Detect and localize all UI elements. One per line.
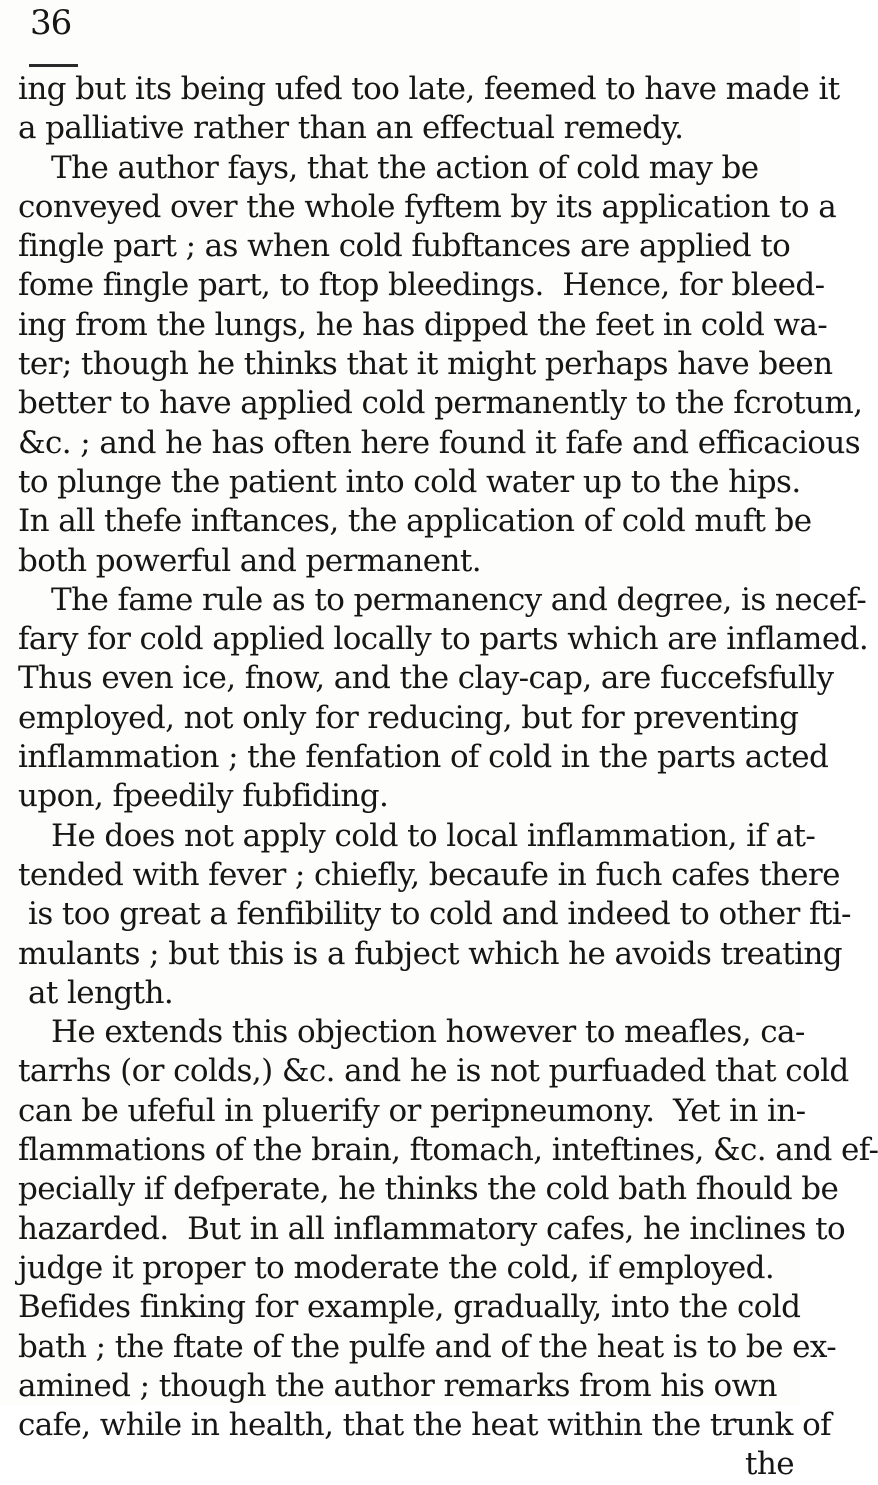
text-line: bath ; the ftate of the pulfe and of the heat is to be ex-	[18, 1328, 837, 1365]
text-line: hazarded. But in all inflammatory cafes, he inclines to	[18, 1210, 846, 1247]
text-line: mulants ; but this is a fubject which he avoids treating	[18, 935, 843, 972]
text-line: is too great a fenfibility to cold and indeed to other fti-	[28, 896, 851, 933]
body-text	[18, 70, 878, 1485]
text-line: tended with fever ; chiefly, becaufe in fuch cafes there	[18, 856, 840, 893]
page-number: 36	[30, 3, 72, 43]
text-line: can be ufeful in pluerify or peripneumony. Yet in in-	[18, 1092, 806, 1129]
text-line: &c. ; and he has often here found it fafe and efficacious	[18, 424, 861, 461]
text-line: Befides finking for example, gradually, into the cold	[18, 1289, 801, 1326]
text-line: upon, fpeedily fubfiding.	[18, 778, 389, 815]
text-line: fary for cold applied locally to parts which are inflamed.	[18, 621, 869, 658]
text-line: inflammation ; the fenfation of cold in the parts acted	[18, 739, 829, 776]
text-line: conveyed over the whole fyftem by its application to a	[18, 188, 837, 225]
text-line: The author fays, that the action of cold may be	[51, 149, 759, 186]
text-line: The fame rule as to permanency and degree, is necef-	[51, 581, 867, 618]
text-line: the	[745, 1446, 794, 1483]
text-line: pecially if defperate, he thinks the cold bath fhould be	[18, 1171, 839, 1208]
text-line: In all thefe inftances, the application of cold muft be	[18, 503, 812, 540]
text-line: better to have applied cold permanently to the fcrotum,	[18, 385, 863, 422]
text-line: fingle part ; as when cold fubftances are applied to	[18, 228, 791, 265]
text-line: tarrhs (or colds,) &c. and he is not purfuaded that cold	[18, 1053, 849, 1090]
text-line: Thus even ice, fnow, and the clay-cap, are fuccefsfully	[18, 660, 834, 697]
text-line: amined ; though the author remarks from his own	[18, 1367, 777, 1404]
text-line: at length.	[28, 974, 174, 1011]
text-line: to plunge the patient into cold water up to the hips.	[18, 463, 801, 500]
text-line: a palliative rather than an effectual remedy.	[18, 110, 684, 147]
text-line: flammations of the brain, ftomach, inteftines, &c. and ef-	[18, 1132, 878, 1169]
text-line: He extends this objection however to meafles, ca-	[51, 1014, 805, 1051]
text-line: fome fingle part, to ftop bleedings. Hence, for bleed-	[18, 267, 825, 304]
text-line: employed, not only for reducing, but for preventing	[18, 699, 799, 736]
text-line: He does not apply cold to local inflammation, if at-	[51, 817, 816, 854]
text-line: ing from the lungs, he has dipped the feet in cold wa-	[18, 306, 828, 343]
text-line: both powerful and permanent.	[18, 542, 482, 579]
text-line: ing but its being ufed too late, feemed to have made it	[18, 71, 840, 107]
text-line: ter; though he thinks that it might perhaps have been	[18, 346, 833, 383]
header-rule	[29, 64, 78, 67]
text-line: judge it proper to moderate the cold, if employed.	[18, 1249, 775, 1286]
text-line: cafe, while in health, that the heat within the trunk of	[18, 1407, 832, 1444]
